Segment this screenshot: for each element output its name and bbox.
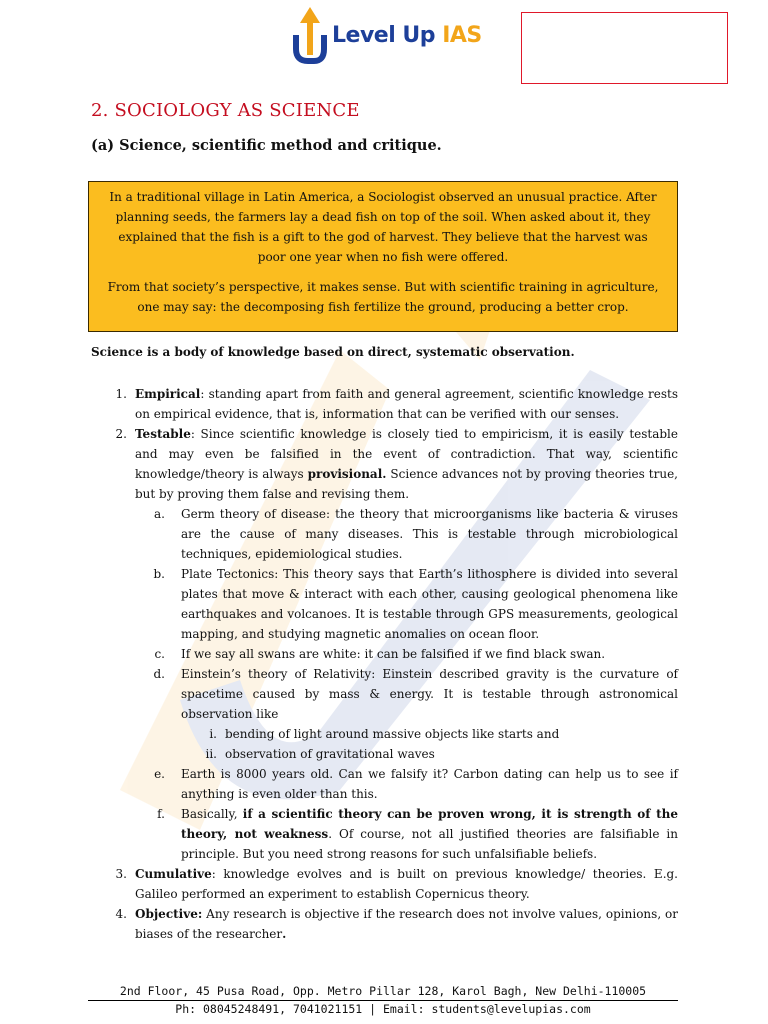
arrow-u-logo-icon [290,5,330,65]
sub-list-item: a. Germ theory of disease: the theory that microorganisms like bacteria & viruses are the cause of many diseases. This is testable through microbiological techniques, epidemiological studies. [154,507,678,561]
page-footer [88,983,678,1017]
footer-contact: Ph: 08045248491, 7041021151 | Email: students@levelupias.com [175,1002,591,1016]
list-item: 3. Cumulative: knowledge evolves and is built on previous knowledge/ theories. E.g. Galileo performed an experiment to establish Copernicus theory. [115,867,678,901]
term: Objective: [135,907,203,921]
term: Empirical [135,387,201,401]
term: Cumulative [135,867,212,881]
example-callout-box [88,181,678,332]
sub-list-item: e. Earth is 8000 years old. Can we falsify it? Carbon dating can help us to see if anything is even older than this. [154,767,678,801]
subsection-title: (a) Science, scientific method and critique. [91,137,442,154]
callout-paragraph: In a traditional village in Latin America, a Sociologist observed an unusual practice. After planning seeds, the farmers lay a dead fish on top of the soil. When asked about it, they explained that the fish is a gift to the god of harvest. They believe that the harvest was poor one year when no fish were offered. [109,190,657,264]
empty-red-box [521,12,728,84]
callout-paragraph: From that society’s perspective, it makes sense. But with scientific training in agriculture, one may say: the decomposing fish fertilize the ground, producing a better crop. [107,280,659,314]
brand-logo [290,4,482,66]
term: Testable [135,427,191,441]
sub-list-item: d. Einstein’s theory of Relativity: Einstein described gravity is the curvature of spacetime caused by mass & energy. It is testable through astronomical observation like [153,667,678,721]
brand-name: Level Up IAS [332,22,482,48]
definition-lead: Science is a body of knowledge based on direct, systematic observation. [91,345,575,359]
list-item: 1. Empirical: standing apart from faith and general agreement, scientific knowledge rests on empirical evidence, that is, information that can be verified with our senses. [115,387,678,421]
sub-list-item: c. If we say all swans are white: it can be falsified if we find black swan. [154,647,606,661]
footer-address: 2nd Floor, 45 Pusa Road, Opp. Metro Pillar 128, Karol Bagh, New Delhi-110005 [119,984,647,998]
roman-list-item: i. bending of light around massive objects like starts and [209,727,560,741]
section-title: 2. SOCIOLOGY AS SCIENCE [91,100,360,121]
sub-list-item: f. Basically, if a scientific theory can be proven wrong, it is strength of the theory, not weakness. Of course, not all justified theories are falsifiable in principle. But you need strong reasons for such unfalsifiable beliefs. [157,807,678,861]
roman-list-item: ii. observation of gravitational waves [205,747,435,761]
list-item: 2. Testable: Since scientific knowledge is closely tied to empiricism, it is easily testable and may even be falsified in the event of contradiction. That way, scientific knowledge/theory is always provisional. Science advances not by proving theories true, but by proving them false and revising them. [115,427,678,501]
list-item: 4. Objective: Any research is objective if the research does not involve values, opinions, or biases of the researcher. [115,907,678,941]
characteristics-list [91,384,678,944]
sub-list-item: b. Plate Tectonics: This theory says that Earth’s lithosphere is divided into several plates that move & interact with each other, causing geological phenomena like earthquakes and volcanoes. It is testable through GPS measurements, geological mapping, and studying magnetic anomalies on ocean floor. [153,567,678,641]
